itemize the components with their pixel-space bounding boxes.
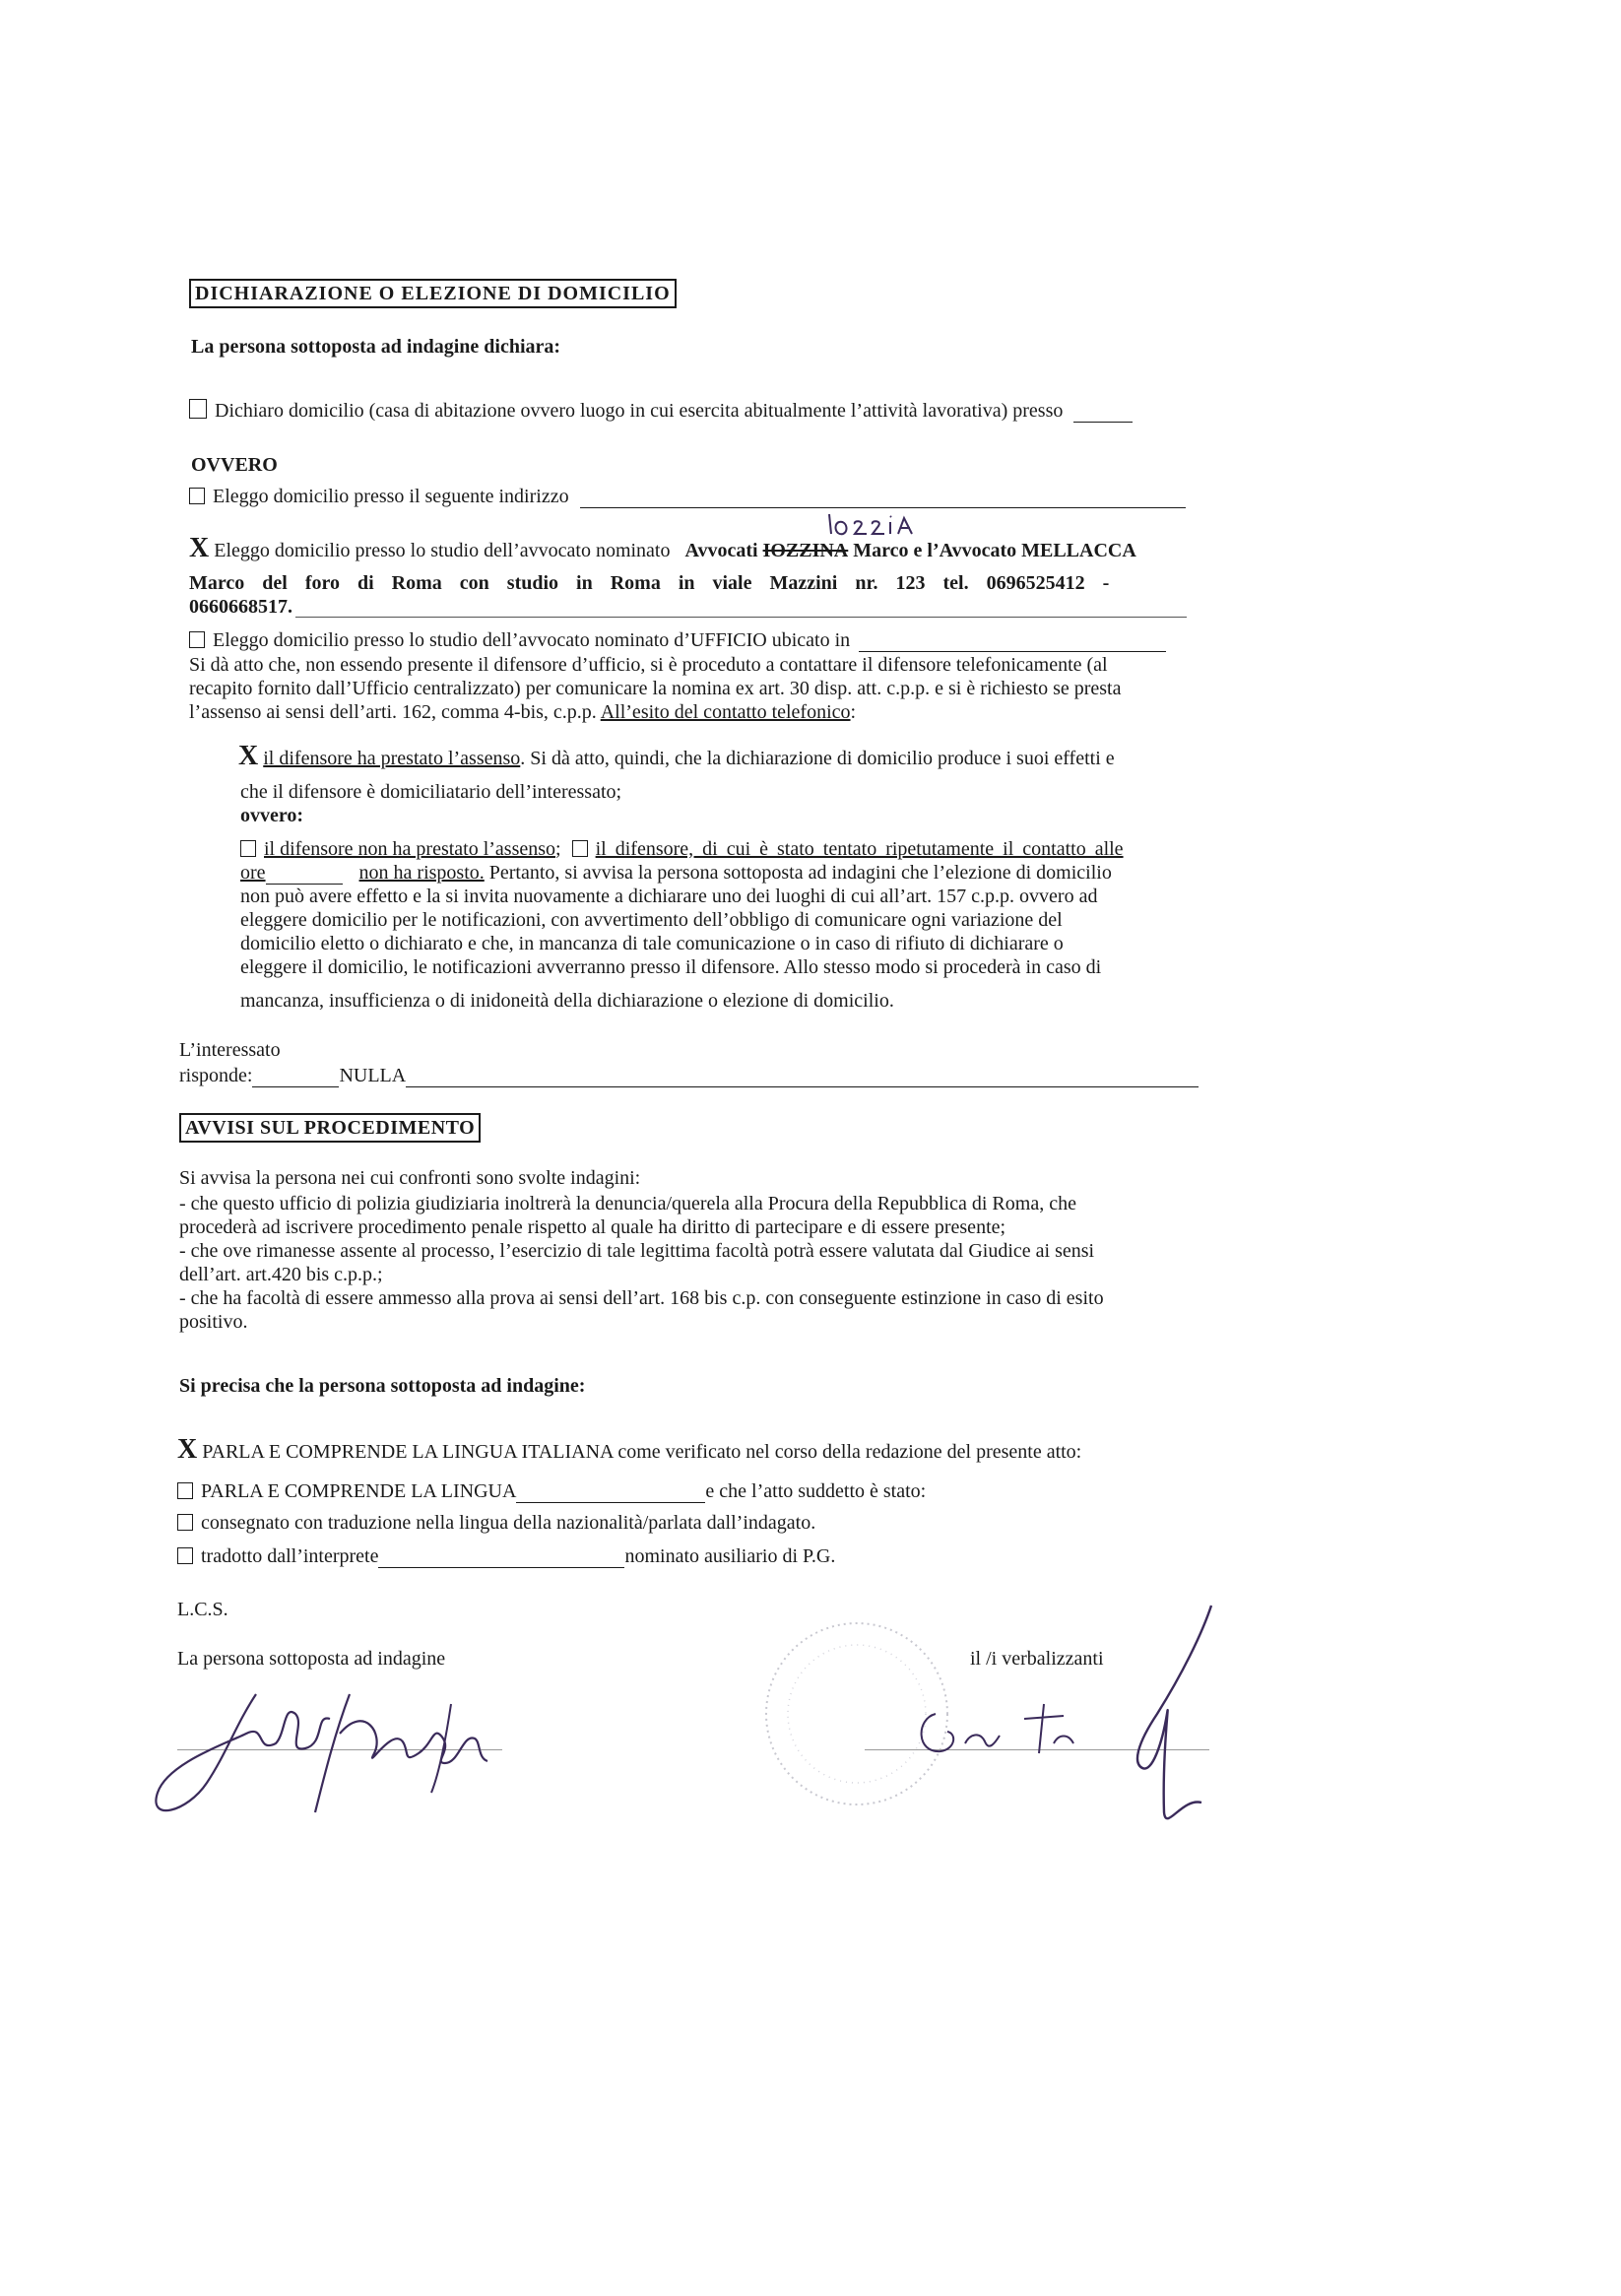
pertanto-6: mancanza, insufficienza o di inidoneità della dichiarazione o elezione di domicilio. [240,990,894,1012]
avviso-3a: - che ha facoltà di essere ammesso alla prova ai sensi dell’art. 168 bis c.p. con conseguente estinzione in caso di esito [179,1287,1104,1309]
checkbox-ufficio[interactable] [189,631,205,648]
tentato-underlined: il difensore, di cui è stato tentato ripetutamente il contatto alle [595,838,1124,860]
persona-handwritten-signature [138,1665,551,1822]
option-studio-avvocati: Avvocati [684,540,758,561]
ufficio-blank-line [859,635,1166,652]
checkbox-lingua-altra[interactable] [177,1482,193,1499]
checkbox-indirizzo[interactable] [189,488,205,504]
pertanto-4: domicilio eletto o dichiarato e che, in mancanza di tale comunicazione o in caso di rifiuto di dichiarare o [240,933,1064,954]
risponde-post-line [406,1071,1199,1087]
studio-blank-line [295,617,1187,618]
lingua-altra-label: PARLA E COMPRENDE LA LINGUA [201,1480,517,1502]
option-studio-rest: Marco e l’Avvocato MELLACCA [853,540,1136,561]
option-dichiaro-label: Dichiaro domicilio (casa di abitazione ovvero luogo in cui esercita abitualmente l’attività lavorativa) presso [215,400,1064,422]
assenso-rest-1: . Si dà atto, quindi, che la dichiarazione di domicilio produce i suoi effetti e [520,748,1115,769]
atto-line3-underlined: All’esito del contatto telefonico [600,701,851,723]
verbalizzanti-handwritten-signature [886,1596,1241,1822]
non-assenso-row [240,837,1124,861]
non-assenso-underlined: il difensore non ha prestato l’assenso [264,838,556,860]
lingua-altra-blank-line [516,1486,705,1503]
option-dichiaro-row [189,399,1133,423]
option-indirizzo-row [189,485,1186,508]
lcs-label: L.C.S. [177,1599,228,1620]
indirizzo-blank-line [580,492,1186,508]
presso-blank-line [1073,406,1133,423]
non-assenso-sep: ; [555,838,561,860]
avviso-3b: positivo. [179,1311,248,1333]
option-studio-row [189,533,1136,563]
interessato-label: L’interessato [179,1039,281,1061]
persona-signature-label: La persona sottoposta ad indagine [177,1648,446,1670]
pertanto-5: eleggere il domicilio, le notificazioni avverranno presso il difensore. Allo stesso modo si procederà in caso di [240,956,1102,978]
tradotto-suffix: nominato ausiliario di P.G. [624,1545,836,1567]
option-ufficio-label: Eleggo domicilio presso lo studio dell’avvocato nominato d’UFFICIO ubicato in [213,629,851,651]
risponde-pre-line [252,1071,339,1087]
avviso-1b: procederà ad iscrivere procedimento penale rispetto al quale ha diritto di partecipare e di essere presente; [179,1216,1006,1238]
assenso-row [238,741,1115,771]
verbalizzanti-label: il /i verbalizzanti [970,1648,1104,1670]
checked-mark-studio: X [189,533,210,563]
ore-label: ore [240,862,266,884]
pertanto-1: Pertanto, si avvisa la persona sottoposta ad indagini che l’elezione di domicilio [484,862,1112,884]
atto-line3-pre: l’assenso ai sensi dell’arti. 162, comma 4-bis, c.p.p. [189,701,597,723]
atto-line3 [189,700,856,724]
ore-row [240,861,1112,885]
precisa-label: Si precisa che la persona sottoposta ad indagine: [179,1375,586,1397]
option-studio-prefix: Eleggo domicilio presso lo studio dell’avvocato nominato [214,540,671,561]
checkbox-non-assenso[interactable] [240,840,256,857]
ore-blank-line [266,868,343,885]
checkbox-tentato[interactable] [572,840,588,857]
atto-line2: recapito fornito dall’Ufficio centralizzato) per comunicare la nomina ex art. 30 disp. att. c.p.p. e si è richiesto se presta [189,678,1122,699]
risponde-value: NULLA [339,1065,407,1086]
avvisi-intro: Si avvisa la persona nei cui confronti sono svolte indagini: [179,1167,641,1189]
consegnato-label: consegnato con traduzione nella lingua della nazionalità/parlata dall’indagato. [201,1512,816,1534]
lingua-altra-row [177,1479,926,1503]
pertanto-2: non può avere effetto e la si invita nuovamente a dichiarare uno dei luoghi di cui all’art. 157 c.p.p. ovvero ad [240,886,1098,907]
checked-mark-lingua: X [177,1434,198,1465]
intro-dichiara: La persona sottoposta ad indagine dichiara: [191,336,561,358]
lingua-italiana-label: PARLA E COMPRENDE LA LINGUA ITALIANA come verificato nel corso della redazione del presente atto: [202,1441,1082,1463]
tradotto-row [177,1544,835,1568]
risponde-row [179,1064,1199,1087]
lingua-italiana-row [177,1434,1082,1465]
ovvero-2: ovvero: [240,805,304,826]
assenso-rest-2: che il difensore è domiciliatario dell’interessato; [240,781,622,803]
non-risposto-underlined: non ha risposto. [358,862,485,884]
section-title-avvisi: AVVISI SUL PROCEDIMENTO [179,1113,481,1143]
atto-line1: Si dà atto che, non essendo presente il difensore d’ufficio, si è proceduto a contattare il difensore telefonicamente (al [189,654,1108,676]
ovvero-label: OVVERO [191,454,278,476]
option-studio-line2: Marco del foro di Roma con studio in Roma in viale Mazzini nr. 123 tel. 0696525412 - [189,572,1110,594]
checkbox-tradotto[interactable] [177,1547,193,1564]
option-ufficio-row [189,628,1166,652]
option-studio-line3: 0660668517. [189,596,292,618]
tradotto-blank-line [378,1551,624,1568]
avviso-2b: dell’art. art.420 bis c.p.p.; [179,1264,383,1285]
option-studio-struck-name: IOZZINA [762,540,849,561]
assenso-underlined: il difensore ha prestato l’assenso [263,748,521,769]
risponde-label: risponde: [179,1065,253,1086]
section-title-domicilio: DICHIARAZIONE O ELEZIONE DI DOMICILIO [189,279,677,308]
avviso-2a: - che ove rimanesse assente al processo, l’esercizio di tale legittima facoltà potrà essere valutata dal Giudice ai sensi [179,1240,1095,1262]
checkbox-dichiaro[interactable] [189,399,207,419]
avviso-1a: - che questo ufficio di polizia giudiziaria inoltrerà la denuncia/querela alla Procura della Repubblica di Roma, che [179,1193,1076,1214]
checkbox-consegnato[interactable] [177,1514,193,1531]
checked-mark-assenso: X [238,741,259,771]
lingua-altra-suffix: e che l’atto suddetto è stato: [705,1480,927,1502]
tradotto-label: tradotto dall’interprete [201,1545,379,1567]
atto-line3-post: : [850,701,857,723]
option-indirizzo-label: Eleggo domicilio presso il seguente indirizzo [213,486,569,507]
consegnato-row [177,1511,815,1535]
pertanto-3: eleggere domicilio per le notificazioni, con avvertimento dell’obbligo di comunicare ogni variazione del [240,909,1063,931]
